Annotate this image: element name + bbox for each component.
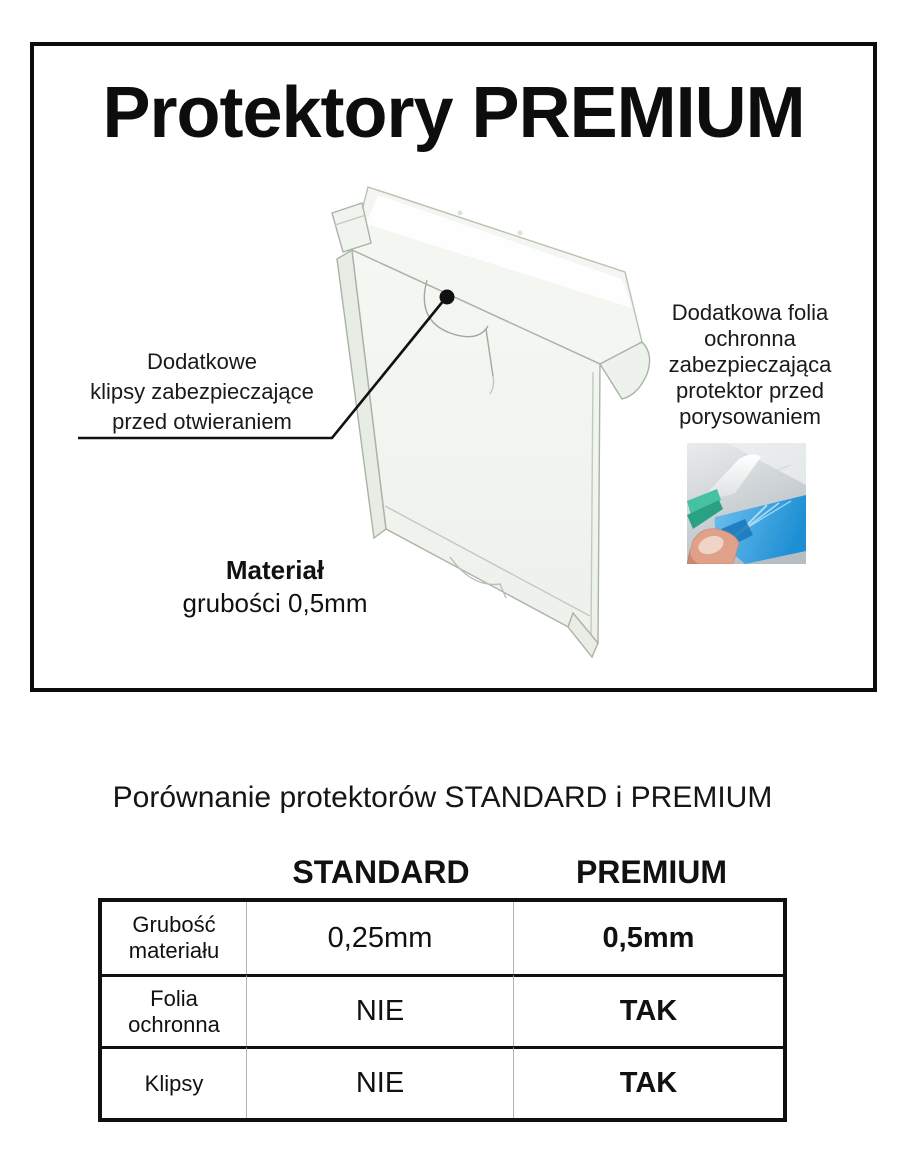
row-label: Klipsy <box>102 1046 246 1118</box>
hero-frame <box>30 42 877 692</box>
material-label: Materiał <box>225 555 325 585</box>
row-label: Grubość materiału <box>128 912 220 963</box>
standard-cell: NIE <box>246 1046 513 1118</box>
standard-cell: NIE <box>246 974 513 1046</box>
column-header-premium: PREMIUM <box>575 854 728 890</box>
premium-cell: TAK <box>513 1046 783 1118</box>
row-label: Folia ochronna <box>102 974 246 1046</box>
film-peel-photo <box>687 443 806 564</box>
callout-text-line: klipsy zabezpieczające <box>90 379 314 404</box>
callout-text-line: przed otwieraniem <box>112 409 292 434</box>
header-spacer <box>98 852 246 892</box>
callout-text-line: protektor przed <box>676 378 824 403</box>
callout-text-line: Dodatkowe <box>146 349 258 374</box>
comparison-heading: Porównanie protektorów STANDARD i PREMIUM <box>112 781 773 814</box>
premium-cell: 0,5mm <box>513 902 783 974</box>
hero-title: Protektory PREMIUM <box>102 73 805 153</box>
comparison-column-headers <box>98 852 787 892</box>
standard-cell: 0,25mm <box>246 902 513 974</box>
column-header-standard: STANDARD <box>292 854 470 890</box>
callout-text-line: porysowaniem <box>679 404 821 429</box>
callout-text-line: Dodatkowa folia <box>671 300 829 325</box>
premium-cell: TAK <box>513 974 783 1046</box>
callout-text-line: zabezpieczająca <box>668 352 832 377</box>
callout-text-line: ochronna <box>704 326 796 351</box>
material-value: grubości 0,5mm <box>182 588 368 618</box>
callout-dot <box>440 290 455 305</box>
clips-callout-text <box>70 347 334 437</box>
material-note <box>150 554 400 620</box>
comparison-table <box>98 898 787 1122</box>
film-callout-text <box>650 300 850 430</box>
